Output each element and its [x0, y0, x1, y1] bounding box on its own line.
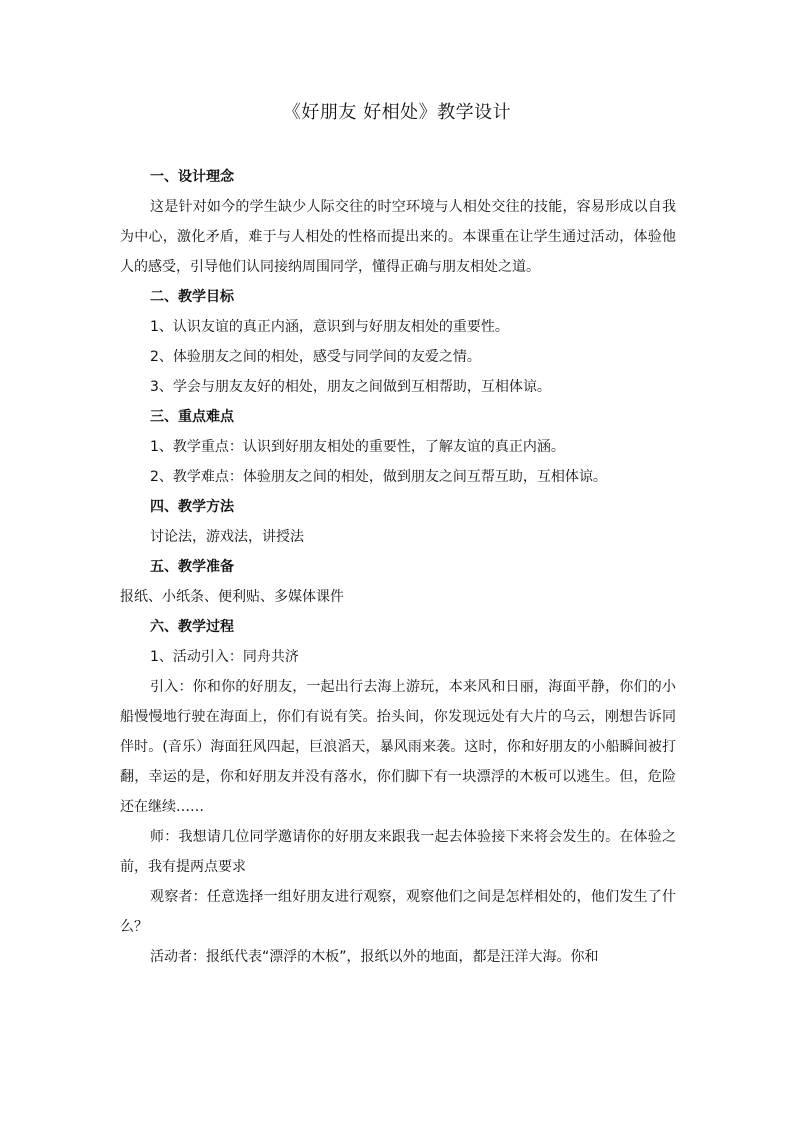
activity-subheading: 1、活动引入：同舟共济	[150, 649, 299, 665]
design-concept-paragraph: 这是针对如今的学生缺少人际交往的时空环境与人相处交往的技能，容易形成以自我为中心，激化矛盾，难于与人相处的性格而提出来的。本课重在让学生通过活动，体验他人的感受，引导他们认同接纳周围同学，懂得正确与朋友相处之道。	[120, 199, 676, 275]
key-point-item: 1、教学重点：认识到好朋友相处的重要性，了解友谊的真正内涵。	[150, 439, 565, 455]
process-paragraph-intro: 引入：你和你的好朋友，一起出行去海上游玩，本来风和日丽，海面平静，你们的小船慢慢地行驶在海面上，你们有说有笑。抬头间，你发现远处有大片的乌云，刚想告诉同伴时。(音乐）海面狂风四起，巨浪滔天，暴风雨来袭。这时，你和好朋友的小船瞬间被打翻，幸运的是，你和好朋友并没有落水，你们脚下有一块漂浮的木板可以逃生。但，危险还在继续……	[120, 679, 676, 815]
process-paragraph-observer: 观察者：任意选择一组好朋友进行观察，观察他们之间是怎样相处的，他们发生了什么？	[120, 889, 676, 935]
section-heading-teaching-preparation: 五、教学准备	[150, 559, 234, 575]
section-heading-key-points: 三、重点难点	[150, 409, 234, 425]
teaching-methods-text: 讨论法，游戏法，讲授法	[150, 529, 304, 545]
section-heading-teaching-process: 六、教学过程	[150, 619, 234, 635]
section-heading-teaching-methods: 四、教学方法	[150, 499, 234, 515]
document-body	[120, 162, 676, 972]
section-heading-teaching-goals: 二、教学目标	[150, 289, 234, 305]
goal-item: 3、学会与朋友友好的相处，朋友之间做到互相帮助，互相体谅。	[150, 379, 551, 395]
document-title: 《好朋友 好相处》教学设计	[282, 102, 512, 123]
teaching-preparation-text: 报纸、小纸条、便利贴、多媒体课件	[120, 589, 344, 605]
section-heading-design-concept: 一、设计理念	[150, 169, 234, 185]
process-paragraph-teacher: 师：我想请几位同学邀请你的好朋友来跟我一起去体验接下来将会发生的。在体验之前，我有提两点要求	[120, 829, 676, 875]
goal-item: 2、体验朋友之间的相处，感受与同学间的友爱之情。	[150, 349, 481, 365]
key-point-item: 2、教学难点：体验朋友之间的相处，做到朋友之间互帮互助，互相体谅。	[150, 469, 607, 485]
goal-item: 1、认识友谊的真正内涵，意识到与好朋友相处的重要性。	[150, 319, 509, 335]
process-paragraph-participant: 活动者：报纸代表“漂浮的木板”，报纸以外的地面，都是汪洋大海。你和	[150, 949, 599, 965]
